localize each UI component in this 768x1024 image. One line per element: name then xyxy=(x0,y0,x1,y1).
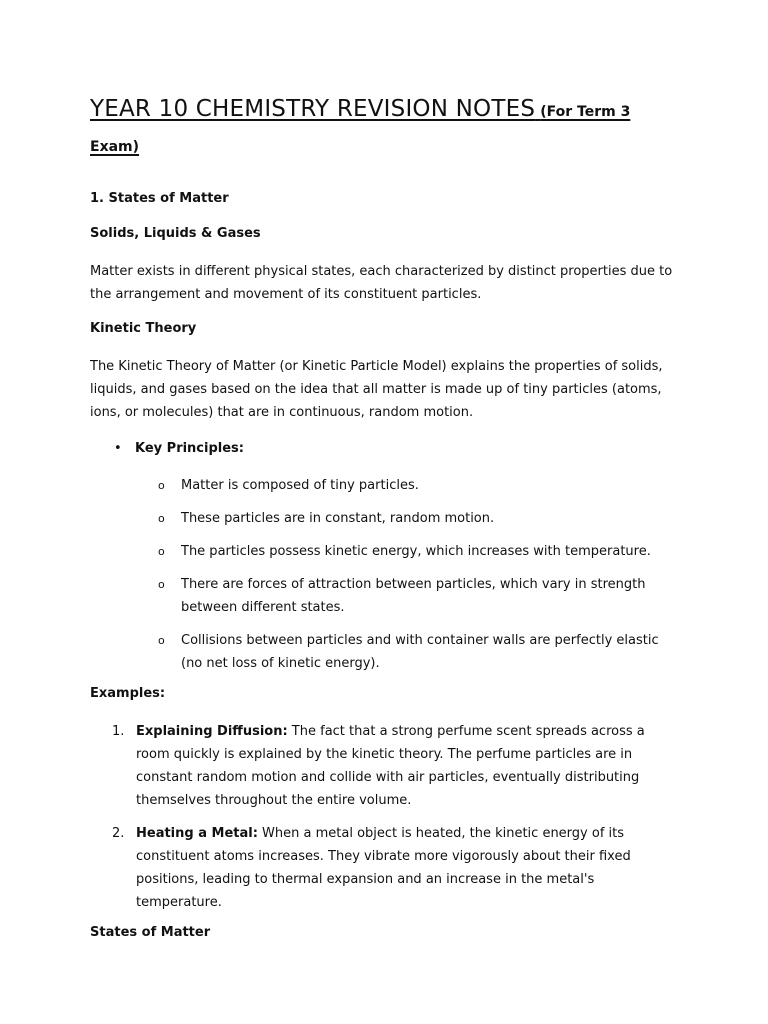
sub-bullet-marker: o xyxy=(158,512,165,525)
subheading-solids-liquids-gases: Solids, Liquids & Gases xyxy=(90,226,261,241)
paragraph-matter: Matter exists in different physical states, each characterized by distinct properties due to the arrangement and movement of its constituent particles. xyxy=(90,264,673,302)
principle-text: These particles are in constant, random motion. xyxy=(181,511,495,526)
principle-text: Matter is composed of tiny particles. xyxy=(181,478,419,493)
final-heading: States of Matter xyxy=(90,925,211,940)
examples-heading: Examples: xyxy=(90,686,166,701)
section-heading: 1. States of Matter xyxy=(90,191,229,206)
sub-bullet-marker: o xyxy=(158,545,165,558)
principle-text: The particles possess kinetic energy, which increases with temperature. xyxy=(181,544,651,559)
title-main: YEAR 10 CHEMISTRY REVISION NOTES xyxy=(90,96,536,122)
bullet-marker: • xyxy=(114,441,122,456)
sub-bullet-marker: o xyxy=(158,634,165,647)
list-item xyxy=(90,822,680,914)
list-item xyxy=(90,573,680,619)
list-item xyxy=(90,540,680,563)
list-item xyxy=(90,474,680,497)
principles-list xyxy=(90,474,680,675)
example-number: 1. xyxy=(112,724,125,739)
sub-bullet-marker: o xyxy=(158,479,165,492)
paragraph-kinetic-theory: The Kinetic Theory of Matter (or Kinetic Particle Model) explains the properties of solids, liquids, and gases based on the idea that all matter is made up of tiny particles (atoms, ions, or molecules) that are in continuous, random motion. xyxy=(90,359,663,420)
list-item xyxy=(90,720,680,812)
examples-list xyxy=(90,720,680,914)
document-title xyxy=(90,92,680,164)
subheading-kinetic-theory: Kinetic Theory xyxy=(90,321,197,336)
principle-text: There are forces of attraction between particles, which vary in strength between different states. xyxy=(181,577,646,615)
principle-text: Collisions between particles and with container walls are perfectly elastic (no net loss of kinetic energy). xyxy=(181,633,659,671)
example-number: 2. xyxy=(112,826,125,841)
example-lead: Explaining Diffusion: xyxy=(136,724,288,739)
example-text: The fact that a strong perfume scent spreads across a room quickly is explained by the kinetic theory. The perfume particles are in constant random motion and collide with air particles, eventually distributing themselves throughout the entire volume. xyxy=(136,724,645,808)
list-item xyxy=(90,507,680,530)
key-principles-label: Key Principles: xyxy=(135,441,244,456)
example-text: When a metal object is heated, the kinetic energy of its constituent atoms increases. They vibrate more vigorously about their fixed positions, leading to thermal expansion and an increase in the metal's temperature. xyxy=(136,826,631,910)
sub-bullet-marker: o xyxy=(158,578,165,591)
key-principles-bullet xyxy=(90,440,680,458)
example-lead: Heating a Metal: xyxy=(136,826,258,841)
list-item xyxy=(90,629,680,675)
title-sub: (For Term 3 Exam) xyxy=(90,104,631,155)
